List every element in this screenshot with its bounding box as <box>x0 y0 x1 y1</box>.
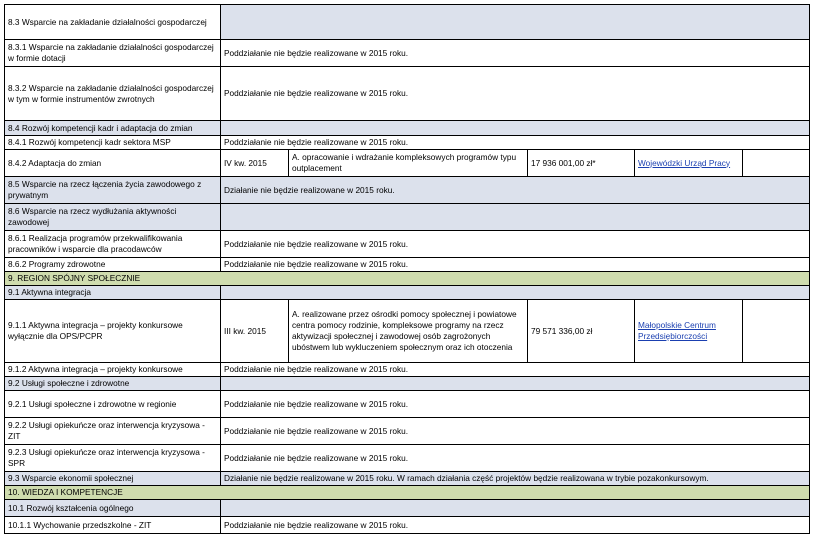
action-label: 8.3 Wsparcie na zakładanie działalności gospodarczej <box>5 5 221 40</box>
table-row <box>5 391 810 418</box>
status-note: Poddziałanie nie będzie realizowane w 2015 roku. <box>221 40 810 67</box>
table-row <box>5 136 810 150</box>
rpo-action-table <box>4 4 810 534</box>
section-title: 10. WIEDZA I KOMPETENCJE <box>5 486 810 500</box>
table-row <box>5 418 810 445</box>
action-label: 10.1.1 Wychowanie przedszkolne - ZIT <box>5 517 221 534</box>
section-header-row <box>5 486 810 500</box>
table-row <box>5 40 810 67</box>
call-quarter: III kw. 2015 <box>221 300 289 363</box>
action-label: 9.1 Aktywna integracja <box>5 286 221 300</box>
action-label: 9.1.1 Aktywna integracja – projekty konkursowe wyłącznie dla OPS/PCPR <box>5 300 221 363</box>
table-row <box>5 204 810 231</box>
action-label: 9.2.2 Usługi opiekuńcze oraz interwencja kryzysowa - ZIT <box>5 418 221 445</box>
action-label: 8.4.2 Adaptacja do zmian <box>5 150 221 177</box>
institution-cell <box>635 150 743 177</box>
action-label: 8.6.2 Programy zdrowotne <box>5 258 221 272</box>
table-row <box>5 231 810 258</box>
table-row <box>5 150 810 177</box>
call-scope: A. realizowane przez ośrodki pomocy społecznej i powiatowe centra pomocy rodzinie, kompleksowe programy na rzecz aktywizacji społecznej i zawodowej osób zagrożonych ubóstwem lub wykluczeniem społecznym oraz ich otoczenia <box>289 300 528 363</box>
table-row <box>5 258 810 272</box>
action-label: 9.1.2 Aktywna integracja – projekty konkursowe <box>5 363 221 377</box>
empty-cell <box>743 300 810 363</box>
action-label: 10.1 Rozwój kształcenia ogólnego <box>5 500 221 517</box>
institution-cell <box>635 300 743 363</box>
call-quarter: IV kw. 2015 <box>221 150 289 177</box>
action-label: 8.3.1 Wsparcie na zakładanie działalności gospodarczej w formie dotacji <box>5 40 221 67</box>
empty-cell <box>221 121 810 136</box>
table-row <box>5 500 810 517</box>
empty-cell <box>221 5 810 40</box>
action-label: 8.4.1 Rozwój kompetencji kadr sektora MSP <box>5 136 221 150</box>
status-note: Poddziałanie nie będzie realizowane w 2015 roku. <box>221 67 810 121</box>
section-header-row <box>5 272 810 286</box>
action-label: 9.2 Usługi społeczne i zdrowotne <box>5 377 221 391</box>
table-row <box>5 472 810 486</box>
status-note: Poddziałanie nie będzie realizowane w 2015 roku. <box>221 136 810 150</box>
status-note: Poddziałanie nie będzie realizowane w 2015 roku. <box>221 418 810 445</box>
action-label: 9.3 Wsparcie ekonomii społecznej <box>5 472 221 486</box>
table-row <box>5 67 810 121</box>
table-row <box>5 363 810 377</box>
table-row <box>5 5 810 40</box>
action-label: 8.6 Wsparcie na rzecz wydłużania aktywności zawodowej <box>5 204 221 231</box>
empty-cell <box>221 377 810 391</box>
institution-link[interactable]: Małopolskie Centrum Przedsiębiorczości <box>638 320 716 341</box>
action-label: 9.2.1 Usługi społeczne i zdrowotne w regionie <box>5 391 221 418</box>
institution-link[interactable]: Wojewódzki Urząd Pracy <box>638 157 731 168</box>
status-note: Poddziałanie nie będzie realizowane w 2015 roku. <box>221 445 810 472</box>
action-label: 8.4 Rozwój kompetencji kadr i adaptacja do zmian <box>5 121 221 136</box>
status-note: Działanie nie będzie realizowane w 2015 roku. W ramach działania część projektów będzie realizowana w trybie pozakonkursowym. <box>221 472 810 486</box>
action-label: 9.2.3 Usługi opiekuńcze oraz interwencja kryzysowa - SPR <box>5 445 221 472</box>
empty-cell <box>743 150 810 177</box>
table-row <box>5 177 810 204</box>
empty-cell <box>221 286 810 300</box>
status-note: Poddziałanie nie będzie realizowane w 2015 roku. <box>221 391 810 418</box>
action-label: 8.5 Wsparcie na rzecz łączenia życia zawodowego z prywatnym <box>5 177 221 204</box>
table-row <box>5 286 810 300</box>
status-note: Poddziałanie nie będzie realizowane w 2015 roku. <box>221 517 810 534</box>
status-note: Poddziałanie nie będzie realizowane w 2015 roku. <box>221 363 810 377</box>
status-note: Poddziałanie nie będzie realizowane w 2015 roku. <box>221 231 810 258</box>
table-row <box>5 121 810 136</box>
table-row <box>5 300 810 363</box>
table-row <box>5 377 810 391</box>
section-title: 9. REGION SPÓJNY SPOŁECZNIE <box>5 272 810 286</box>
action-label: 8.3.2 Wsparcie na zakładanie działalności gospodarczej w tym w formie instrumentów zwrotnych <box>5 67 221 121</box>
status-note: Działanie nie będzie realizowane w 2015 roku. <box>221 177 810 204</box>
empty-cell <box>221 204 810 231</box>
table-row <box>5 445 810 472</box>
allocation-amount: 79 571 336,00 zł <box>528 300 635 363</box>
status-note: Poddziałanie nie będzie realizowane w 2015 roku. <box>221 258 810 272</box>
call-scope: A. opracowanie i wdrażanie kompleksowych programów typu outplacement <box>289 150 528 177</box>
empty-cell <box>221 500 810 517</box>
allocation-amount: 17 936 001,00 zł* <box>528 150 635 177</box>
action-label: 8.6.1 Realizacja programów przekwalifikowania pracowników i wsparcie dla pracodawców <box>5 231 221 258</box>
